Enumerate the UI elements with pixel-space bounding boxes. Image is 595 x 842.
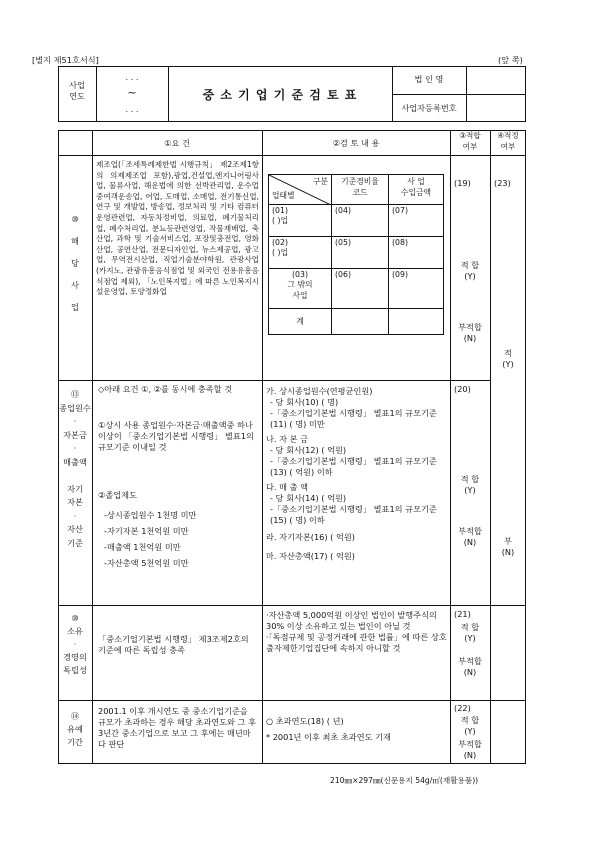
industry-row-1[interactable]: (01) ( )업: [269, 205, 332, 237]
col-requirements: ①요 건: [164, 138, 190, 148]
review-sales-standard[interactable]: -「중소기업기본법 시행령」 별표1의 규모기준(15) ( 명) 이하: [270, 504, 437, 525]
industry-row-2[interactable]: (02) ( )업: [269, 237, 332, 269]
fit-no-4[interactable]: 부적합 (N): [458, 739, 482, 760]
review-capital-company[interactable]: - 당 회사(12) ( 억원): [270, 445, 347, 455]
col-code-header: 기준경비율 코드: [332, 175, 389, 205]
industry-table: [268, 174, 444, 335]
fit-code-4: (22): [454, 703, 471, 713]
review-employees-title: 가. 상시종업원수(연평균인원): [266, 386, 373, 396]
biz-reg-label: 사업자등록번호: [401, 103, 457, 113]
period-start: . . .: [125, 72, 139, 82]
fit-code-3: (21): [454, 609, 471, 619]
fit-yes-4[interactable]: 적 합 (Y): [460, 715, 480, 736]
fit-no-3[interactable]: 부적합 (N): [458, 656, 482, 677]
review-capital-standard[interactable]: -「중소기업기본법 시행령」 별표1의 규모기준(13) ( 억원) 이하: [270, 456, 437, 477]
industry-total-label: 계: [269, 309, 332, 335]
col-revenue-header: 사 업 수입금액: [389, 175, 444, 205]
corner-top: 구분: [312, 177, 328, 186]
review-employees-company[interactable]: - 당 회사(10) ( 명): [270, 397, 339, 407]
col-final-fit: ④적정 여부: [497, 131, 519, 151]
industry-total-code[interactable]: [332, 309, 389, 335]
fit-no-2[interactable]: 부적합 (N): [458, 526, 482, 547]
independence-review: ·자산총액 5,000억원 이상인 법인이 발행주식의 30% 이상 소유하고 있는 법인이 아닐 것 ·「독점규제 및 공정거래에 관한 법률」에 따른 상호출자제한기업집단에 속하지 아니할 것: [266, 610, 447, 653]
fit-yes-3[interactable]: 적 합 (Y): [460, 622, 480, 643]
row-label-independence: ⑩ 소유 · 경영의 독립성: [63, 613, 87, 675]
review-capital-title: 나. 자 본 금: [266, 434, 309, 444]
final-yes[interactable]: 적 (Y): [502, 348, 514, 369]
final-no[interactable]: 부 (N): [501, 536, 515, 557]
fit-no-1[interactable]: 부적합 (N): [458, 322, 482, 343]
fit-yes-2[interactable]: 적 합 (Y): [460, 474, 480, 495]
grace-review-note: * 2001년 이후 최초 초과연도 기재: [266, 732, 391, 742]
col-fit: ③적합 여부: [459, 131, 481, 151]
limit-employees: -상시종업원수 1천명 미만: [104, 510, 197, 520]
period-end: . . .: [125, 104, 139, 114]
review-employees-standard[interactable]: -「중소기업기본법 시행령」 별표1의 규모기준(11) ( 명) 미만: [270, 408, 437, 429]
corp-name-field[interactable]: [467, 67, 525, 93]
industry-revenue-3[interactable]: (09): [389, 269, 444, 309]
industry-code-2[interactable]: (05): [332, 237, 389, 269]
row-label-size: ⑬ 종업원수 · 자본금 · 매출액 자기 자본 · 자산 기준: [59, 389, 91, 548]
corp-name-label: 법 인 명: [414, 74, 444, 84]
page-side-label: (앞 쪽): [498, 55, 523, 65]
industry-code-3[interactable]: (06): [332, 269, 389, 309]
biz-reg-field[interactable]: [467, 95, 525, 121]
industry-row-3[interactable]: (03) 그 밖의 사업: [269, 269, 332, 309]
form-number: [별지 제51호서식]: [32, 55, 99, 65]
industry-code-1[interactable]: (04): [332, 205, 389, 237]
industry-revenue-2[interactable]: (08): [389, 237, 444, 269]
limit-assets: -자산총액 5천억원 미만: [104, 558, 189, 568]
paper-spec: 210㎜×297㎜(신문용지 54g/㎡(재활용품)): [330, 776, 479, 785]
grace-review-year[interactable]: ○ 초과연도(18) ( 년): [266, 716, 344, 726]
independence-requirement: 「중소기업기본법 시행령」 제3조제2호의 기준에 따른 독립성 충족: [98, 634, 249, 655]
final-code: (23): [494, 178, 511, 188]
corner-bottom: 업태별: [272, 191, 295, 200]
size-intro: ◇아래 요건 ①, ②를 동시에 충족할 것: [98, 384, 233, 394]
industry-total-revenue[interactable]: [389, 309, 444, 335]
size-limits: [104, 510, 258, 569]
row-label-business: ⑩ 해 당 사 업: [71, 214, 79, 312]
review-sales-title: 다. 매 출 액: [266, 482, 309, 492]
corner-cell: [269, 175, 332, 205]
period-label: 사업 연도: [69, 80, 85, 101]
fit-yes-1[interactable]: 적 합 (Y): [460, 260, 480, 281]
fit-code-2: (20): [454, 384, 471, 394]
page-title: 중 소 기 업 기 준 검 토 표: [202, 88, 358, 102]
row-label-grace: ⑭ 유예 기간: [67, 711, 83, 747]
diagonal-line: [269, 175, 331, 205]
period-tilde: ~: [127, 86, 137, 99]
fit-code-1: (19): [454, 178, 471, 188]
limit-revenue: -매출액 1천억원 미만: [104, 542, 181, 552]
review-assets[interactable]: 마. 자산총액(17) ( 억원): [266, 551, 355, 561]
review-sales-company[interactable]: - 당 회사(14) ( 억원): [270, 493, 347, 503]
size-requirement-1: ①상시 사용 종업원수·자본금·매출액중 하나 이상이 「중소기업기본법 시행령」 별표1의 규모기준 이내일 것: [98, 420, 254, 452]
limit-equity: -자기자본 1천억원 미만: [104, 526, 189, 536]
industry-revenue-1[interactable]: (07): [389, 205, 444, 237]
grace-requirement: 2001.1 이후 개시연도 중 중소기업기준을 규모가 초과하는 경우 해당 초과연도와 그 후 3년간 중소기업으로 보고 그 후에는 매년마다 판단: [98, 706, 256, 749]
business-requirement: 제조업(「조세특례제한법 시행규칙」 제2조제1항의 의제제조업 포함),광업,건설업,엔지니어링사업, 물류사업, 해운법에 의한 선박관리업, 운수업중여객운송업, 어업, 도매업, 소매업, 전기통신업, 연구 및 개발업, 방송업, 정보처리 및 기타 컴퓨터운영관련업, 자동차정비업, 의료업, 폐기물처리업, 폐수처리업, 분뇨등관련영업, 작물재배업, 축산업, 과학 및 기술서비스업, 포장및충전업, 영화산업, 공연산업, 전문디자인업, 뉴스제공업, 광고업, 무역전시산업, 직업기술분야학원, 관광사업(카지노, 관광유흥음식점업 및 외국인 전용유흥음식점업 제외), 「노인복지법」에 따른 노인복지시설운영업, 토양정화업: [96, 160, 259, 297]
size-review: [266, 386, 448, 562]
col-review: ②검 토 내 용: [332, 138, 380, 148]
review-equity[interactable]: 라. 자기자본(16) ( 억원): [266, 532, 355, 542]
size-requirement-2-title: ②졸업제도: [98, 490, 137, 500]
